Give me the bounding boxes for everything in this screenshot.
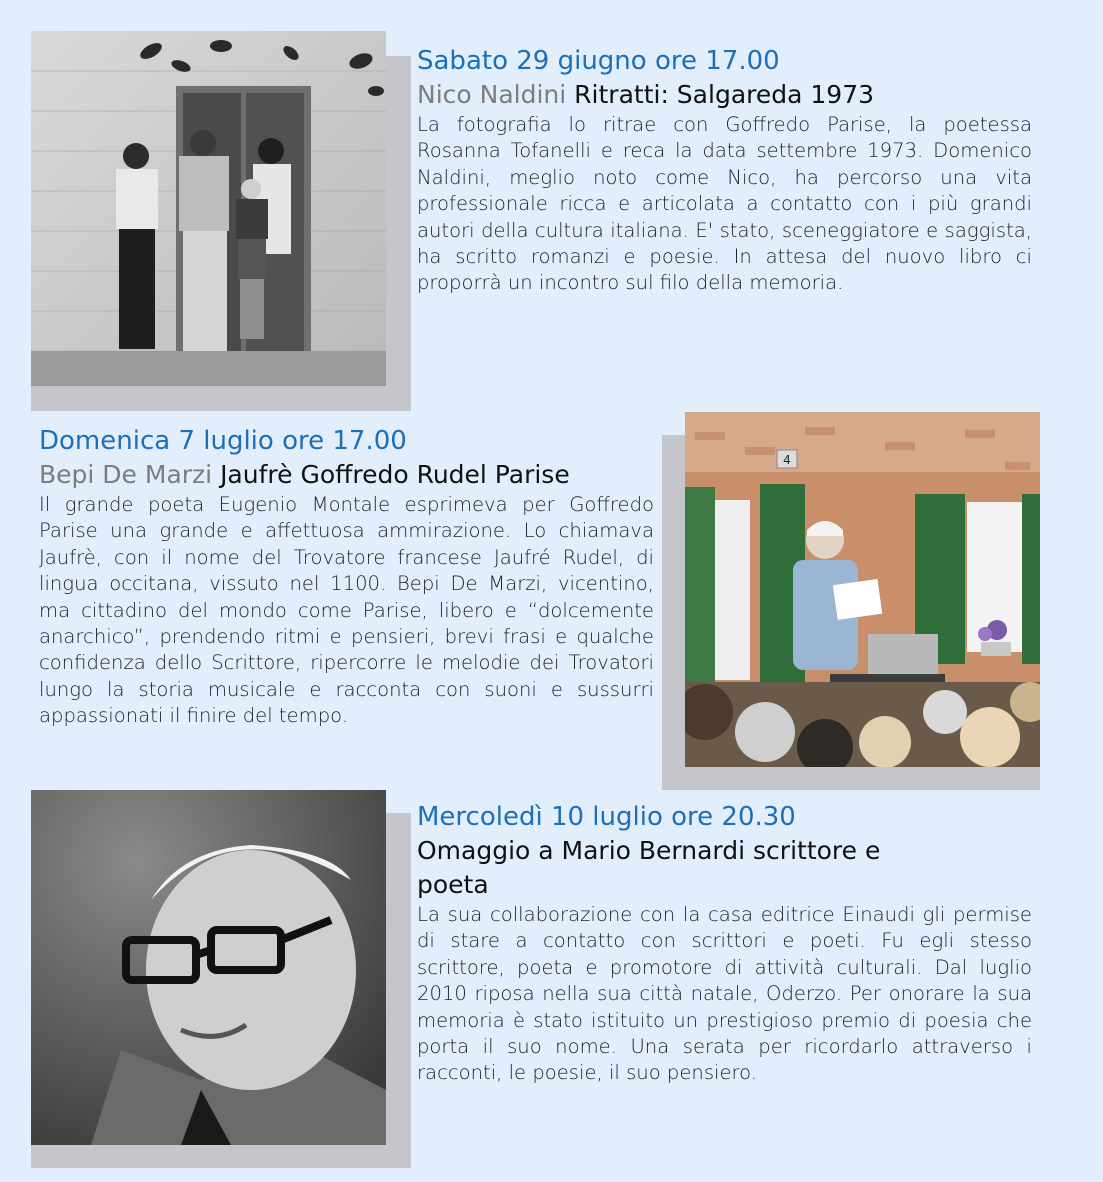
event-2-photo-frame	[662, 412, 1040, 790]
event-1-text	[417, 44, 1032, 297]
event-2-heading	[39, 458, 654, 492]
event-1-date: Sabato 29 giugno ore 17.00	[417, 46, 780, 76]
event-2-description: Il grande poeta Eugenio Montale esprimeva per Goffredo Parise una grande e affettuosa ammirazione. Lo chiamava Jaufrè, con il nome del Trovatore francese Jaufré Rudel, di lingua occitana, vissuto nel 1100. Bepi De Marzi, vicentino, ma cittadino del mondo come Parise, libero e “dolcemente anarchico”, prendendo ritmi e pensieri, brevi frasi e qualche confidenza dello Scrittore, ripercorre le melodie dei Trovatori lungo la storia musicale e racconta con suoni e sussurri appassionati il finire del tempo.	[39, 493, 654, 728]
event-2-author: Bepi De Marzi	[39, 460, 213, 489]
event-1-title: Ritratti: Salgareda 1973	[574, 80, 875, 109]
event-2-title: Jaufrè Goffredo Rudel Parise	[220, 460, 570, 489]
event-1-photo	[31, 31, 386, 386]
event-1-photo-frame	[31, 31, 411, 411]
event-2-house-number: 4	[783, 453, 791, 467]
event-1-heading	[417, 78, 1032, 112]
event-3-description: La sua collaborazione con la casa editrice Einaudi gli permise di stare a contatto con scrittori e poeti. Fu egli stesso scrittore, poeta e promotore di attività culturali. Dal luglio 2010 riposa nella sua città natale, Oderzo. Per onorare la sua memoria è stato istituito un prestigioso premio di poesia che porta il suo nome. Una serata per ricordarlo attraverso i racconti, le poesie, il suo pensiero.	[417, 903, 1032, 1085]
event-3-date: Mercoledì 10 luglio ore 20.30	[417, 802, 796, 832]
event-3-heading	[417, 834, 957, 902]
event-3-text	[417, 800, 1032, 1087]
event-2-text	[39, 424, 654, 730]
event-3-title: Omaggio a Mario Bernardi scrittore e poeta	[417, 836, 881, 899]
event-1-author: Nico Naldini	[417, 80, 567, 109]
event-2-photo	[685, 412, 1040, 767]
event-3-photo	[31, 790, 386, 1145]
event-1-description: La fotografia lo ritrae con Goffredo Parise, la poetessa Rosanna Tofanelli e reca la data settembre 1973. Domenico Naldini, meglio noto come Nico, ha percorso una vita professionale ricca e articolata a contatto con i più grandi autori della cultura italiana. E' stato, sceneggiatore e saggista, ha scritto romanzi e poesie. In attesa del nuovo libro ci proporrà un incontro sul filo della memoria.	[417, 113, 1032, 295]
event-2-date: Domenica 7 luglio ore 17.00	[39, 426, 407, 456]
event-3-photo-frame	[31, 790, 411, 1168]
